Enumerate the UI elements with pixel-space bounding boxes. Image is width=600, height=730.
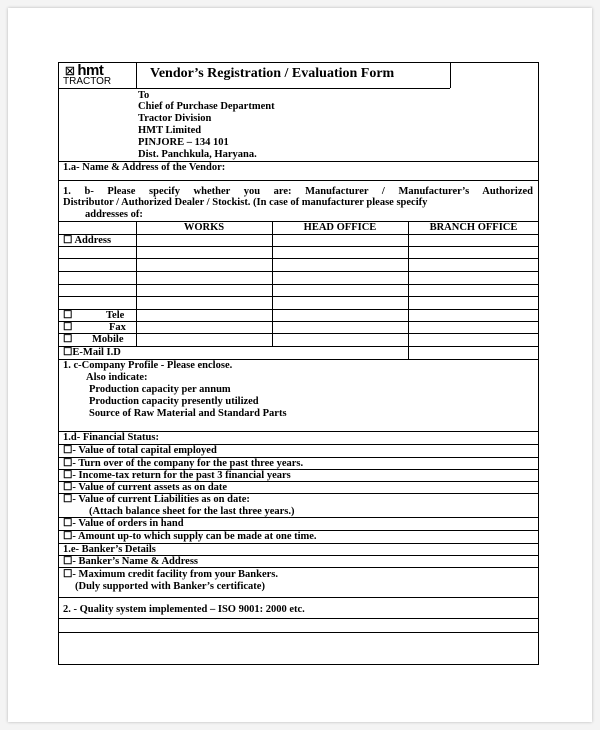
financial-item[interactable]: ☐- Value of current assets as on date [63, 482, 228, 493]
address-line-1: Chief of Purchase Department [138, 101, 275, 112]
section-1c-line-2: Also indicate: [86, 372, 148, 383]
address-row-label[interactable]: ☐ Address [63, 235, 112, 246]
section-1b-line-2: Distributor / Authorized Dealer / Stockist. (In case of manufacturer please specify [63, 197, 428, 208]
title-cell-bottom [136, 88, 450, 89]
logo-cell-bottom [58, 88, 136, 89]
address-line-2: Tractor Division [138, 113, 212, 124]
table-row-rule [58, 296, 539, 297]
divider [58, 180, 539, 181]
mobile-label: Mobile [92, 334, 124, 345]
column-header-head-office: HEAD OFFICE [303, 222, 377, 233]
section-1c-line-4: Production capacity presently utilized [89, 396, 259, 407]
divider [58, 618, 539, 619]
address-line-4: PINJORE – 134 101 [138, 137, 229, 148]
header-divider-right [450, 62, 451, 88]
financial-item-note: (Attach balance sheet for the last three years.) [89, 506, 295, 517]
financial-item[interactable]: ☐- Amount up-to which supply can be made at one time. [63, 531, 317, 542]
logo-text: hmt [77, 62, 104, 79]
address-line-5: Dist. Panchkula, Haryana. [138, 149, 257, 160]
column-header-works: WORKS [183, 222, 225, 233]
brand-label: TRACTOR [63, 76, 112, 87]
tele-checkbox[interactable]: ☐ [63, 310, 73, 321]
banker-item[interactable]: ☐- Banker’s Name & Address [63, 556, 199, 567]
fax-label: Fax [109, 322, 126, 333]
tele-label: Tele [106, 310, 125, 321]
table-row-rule [58, 321, 539, 322]
header-divider-left [136, 62, 137, 88]
fax-checkbox[interactable]: ☐ [63, 322, 73, 333]
financial-item[interactable]: ☐- Value of total capital employed [63, 445, 217, 456]
form-title: Vendor’s Registration / Evaluation Form [150, 66, 395, 81]
logo-mark-icon: ☒ [65, 66, 75, 78]
banker-item-note: (Duly supported with Banker’s certificate) [75, 581, 265, 592]
address-to: To [138, 90, 150, 101]
financial-item[interactable]: ☐- Turn over of the company for the past three years. [63, 458, 304, 469]
section-2-label: 2. - Quality system implemented – ISO 9001: 2000 etc. [63, 604, 305, 615]
section-1e-heading: 1.e- Banker’s Details [63, 544, 156, 555]
address-line-3: HMT Limited [138, 125, 202, 136]
table-row-rule [58, 246, 539, 247]
section-1d-heading: 1.d- Financial Status: [63, 432, 159, 443]
financial-item[interactable]: ☐- Value of orders in hand [63, 518, 184, 529]
column-header-branch-office: BRANCH OFFICE [429, 222, 518, 233]
table-row-rule [58, 258, 539, 259]
table-row-rule [58, 284, 539, 285]
mobile-checkbox[interactable]: ☐ [63, 334, 73, 345]
section-1c-line-5: Source of Raw Material and Standard Parts [89, 408, 287, 419]
divider [58, 567, 539, 568]
email-row-label[interactable]: ☐E-Mail I.D [63, 347, 121, 358]
section-1b-line-1: 1. b- Please specify whether you are: Manufacturer / Manufacturer’s Authorized [63, 186, 533, 197]
section-1a-label: 1.a- Name & Address of the Vendor: [63, 162, 226, 173]
section-1c-line-1: 1. c-Company Profile - Please enclose. [63, 360, 233, 371]
table-row-rule [58, 333, 539, 334]
table-row-rule [58, 271, 539, 272]
financial-item[interactable]: ☐- Value of current Liabilities as on date: [63, 494, 250, 505]
divider [58, 597, 539, 598]
table-col-divider-3 [408, 221, 409, 359]
banker-item[interactable]: ☐- Maximum credit facility from your Bankers. [63, 569, 279, 580]
table-row-rule [58, 309, 539, 310]
section-1b-line-3: addresses of: [85, 209, 143, 220]
section-1c-line-3: Production capacity per annum [89, 384, 231, 395]
table-row-rule [58, 346, 539, 347]
divider [58, 632, 539, 633]
table-row-rule [58, 234, 539, 235]
financial-item[interactable]: ☐- Income-tax return for the past 3 financial years [63, 470, 291, 481]
